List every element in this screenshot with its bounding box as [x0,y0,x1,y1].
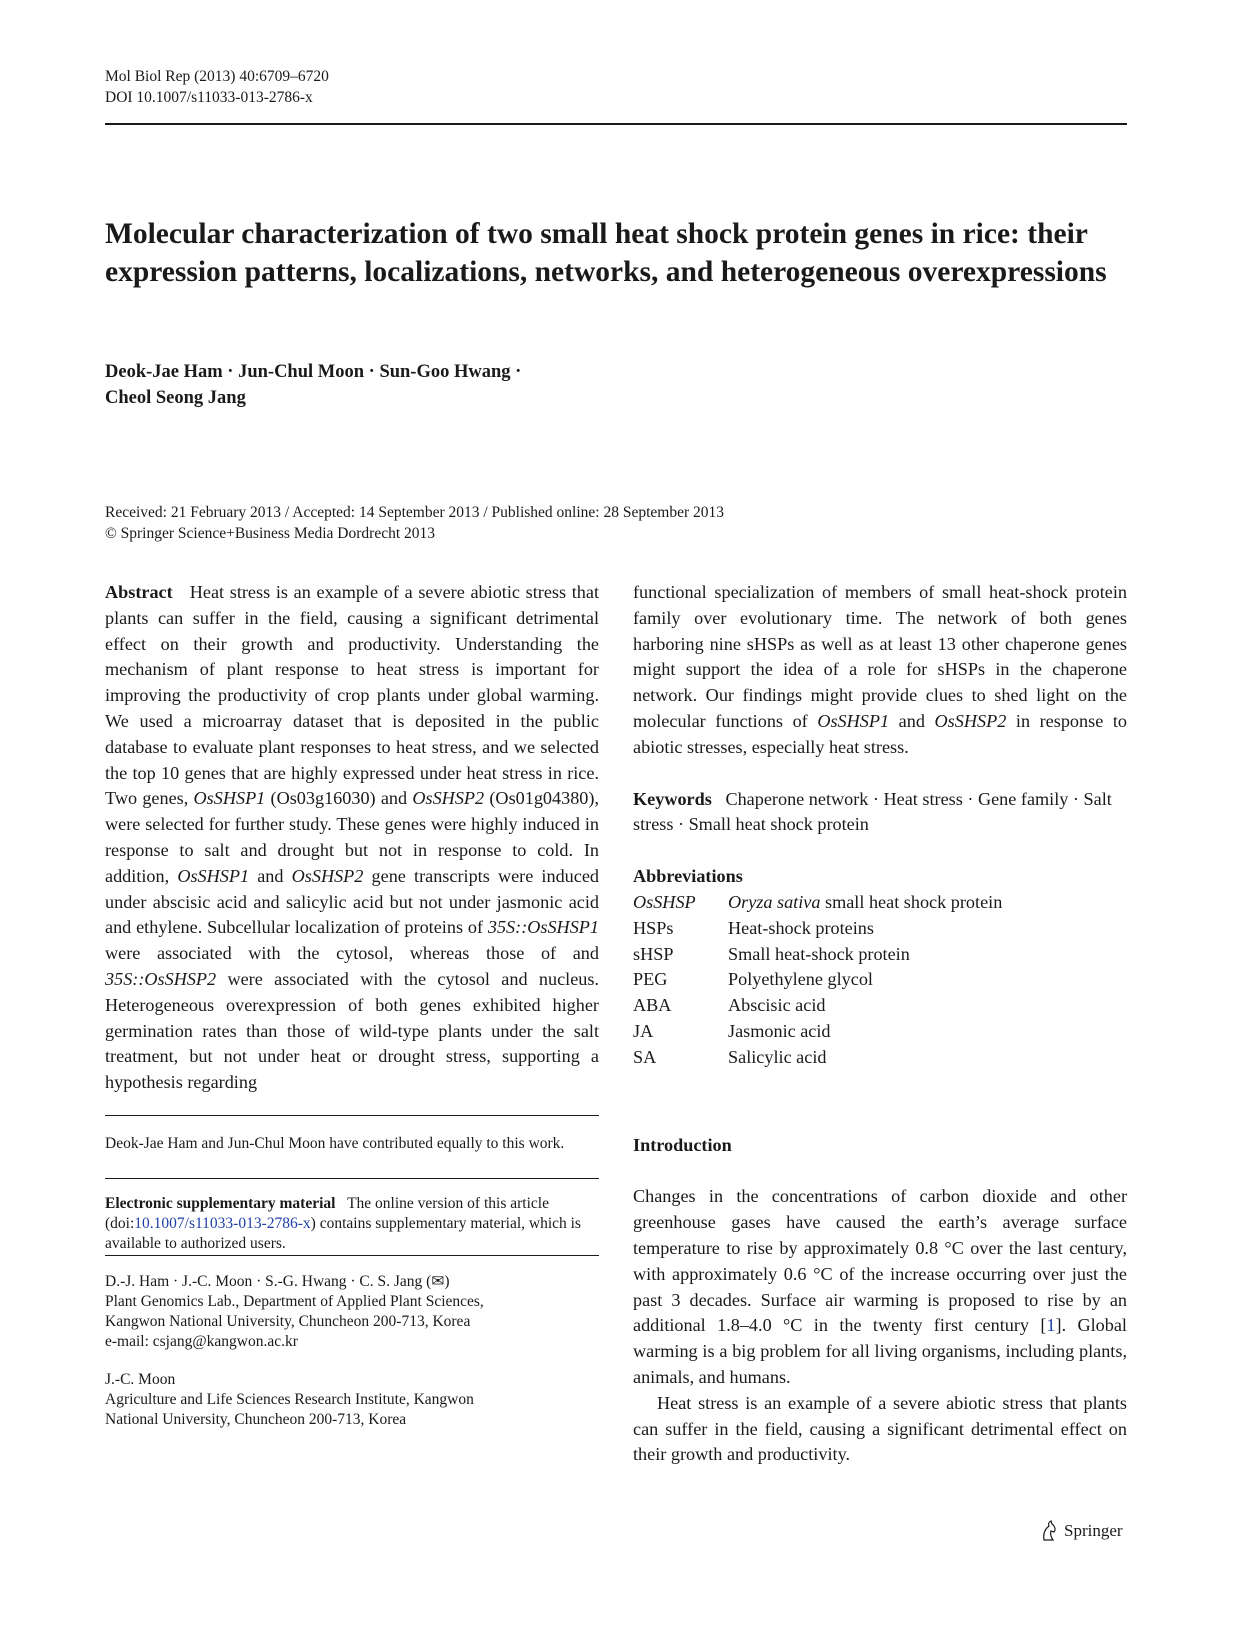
abbreviation-key: ABA [633,995,672,1016]
abbreviations-list [633,890,1127,1071]
abbreviations-heading: Abbreviations [633,866,743,887]
affiliation-1 [105,1272,599,1352]
abbreviation-key: SA [633,1046,657,1067]
esm-label: Electronic supplementary material [105,1195,336,1212]
keywords-block [633,787,1127,839]
corresponding-email: e-mail: csjang@kangwon.ac.kr [105,1333,298,1350]
abbreviation-key: HSPs [633,917,674,938]
authors-line-2: Cheol Seong Jang [105,388,246,408]
intro-text: ]. Global warming is a big problem for all living organisms, including plants, animals, and humans. [633,1315,1127,1387]
abbreviation-row [633,1019,1127,1045]
article-history [105,502,724,544]
abstract-text: and [889,710,935,731]
esm-text: The online version of this article (doi: [105,1195,549,1232]
esm-note [105,1194,599,1254]
abbreviation-text: Polyethylene glycol [728,969,873,990]
footnote-rule [105,1255,599,1256]
abbreviation-text: Jasmonic acid [728,1020,831,1041]
abstract-text: in response to abiotic stresses, especially heat stress. [633,710,1128,757]
abbreviation-row [633,942,1127,968]
keywords-label: Keywords [633,788,712,809]
dates-line: Received: 21 February 2013 / Accepted: 14 September 2013 / Published online: 28 September 2013 [105,504,725,521]
abbreviation-key: OsSHSP [633,891,696,912]
abstract-text: (Os03g16030) and [265,788,413,809]
esm-doi-link[interactable]: 10.1007/s11033-013-2786-x [134,1215,311,1232]
abbreviation-key: sHSP [633,943,674,964]
article-doi: DOI 10.1007/s11033-013-2786-x [105,89,313,106]
copyright-line: © Springer Science+Business Media Dordrecht 2013 [105,525,436,542]
abbreviation-key: PEG [633,969,668,990]
publisher-name: Springer [1064,1521,1123,1540]
citation-link[interactable]: 1 [1046,1315,1056,1336]
abbreviation-row [633,993,1127,1019]
affiliation-2 [105,1370,599,1430]
introduction-paragraph-2: Heat stress is an example of a severe abiotic stress that plants can suffer in the field, causing a significant detrimental effect on their growth and productivity. [633,1392,1127,1465]
keywords-text: Chaperone network · Heat stress · Gene family · Salt stress · Small heat shock protein [633,788,1112,835]
journal-citation: Mol Biol Rep (2013) 40:6709–6720 [105,68,329,85]
right-column [633,580,1127,1468]
abbreviation-value [728,1045,826,1071]
affiliation-line: Plant Genomics Lab., Department of Applied Plant Sciences, [105,1293,484,1310]
abbreviation-value [728,967,873,993]
publisher-footer [1040,1520,1123,1542]
abbreviation-key: JA [633,1020,654,1041]
footnote-rule [105,1115,599,1116]
author-list [105,359,1005,411]
header-rule [105,123,1127,125]
springer-horse-icon [1040,1520,1058,1542]
gene-name: OsSHSP1 [193,788,266,809]
abstract-continuation [633,580,1127,761]
gene-name: OsSHSP1 [177,865,250,886]
abstract-text: functional specialization of members of small heat-shock protein family over evolutionary time. The network of both genes harboring nine sHSPs as well as at least 13 other chaperone genes might support the idea of a role for sHSPs in the chaperone network. Our findings might provide clues to shed light on the molecular functions of [633,582,1127,731]
abstract-block [105,580,599,1096]
affiliation-line: National University, Chuncheon 200-713, Korea [105,1411,407,1428]
abbreviation-text: Abscisic acid [728,995,826,1016]
abstract-text: and [249,865,292,886]
abbreviation-row [633,1045,1127,1071]
abstract-label: Abstract [105,582,173,602]
abbreviation-row [633,890,1127,916]
abbreviation-row [633,967,1127,993]
esm-text: ) contains supplementary material, which is available to authorized users. [105,1215,581,1252]
abstract-text: (Os01g04380), were selected for further study. These genes were highly induced in response to salt and drought but not in response to cold. In addition, [105,788,599,886]
introduction-paragraph-1 [633,1184,1127,1390]
gene-name: 35S::OsSHSP2 [105,968,217,989]
introduction-heading: Introduction [633,1134,732,1155]
gene-name: OsSHSP2 [412,788,485,809]
affiliation-authors: D.-J. Ham · J.-C. Moon · S.-G. Hwang · C. S. Jang (✉) [105,1273,450,1290]
abbreviation-value [728,942,910,968]
equal-contribution-note: Deok-Jae Ham and Jun-Chul Moon have contributed equally to this work. [105,1135,565,1152]
gene-name: OsSHSP2 [291,865,364,886]
journal-header [105,66,329,108]
abstract-text: Heat stress is an example of a severe abiotic stress that plants can suffer in the field, causing a significant detrimental effect on their growth and productivity. Understanding the mechanism of plant response to heat stress is important for improving the productivity of crop plants under global warming. We used a microarray dataset that is deposited in the public database to evaluate plant responses to heat stress, and we selected the top 10 genes that are highly expressed under heat stress in rice. Two genes, [105,582,600,809]
abbreviation-text: Salicylic acid [728,1046,827,1067]
abbreviation-text: Small heat-shock protein [728,943,910,964]
authors-line-1: Deok-Jae Ham · Jun-Chul Moon · Sun-Goo Hwang · [105,362,522,382]
gene-name: 35S::OsSHSP1 [487,917,599,938]
abbreviation-text: small heat shock protein [820,891,1003,912]
affiliation-line: Kangwon National University, Chuncheon 200-713, Korea [105,1313,471,1330]
abstract-text: were associated with the cytosol, whereas those of and [105,943,599,964]
abstract-text: gene transcripts were induced under abscisic acid and salicylic acid but not under jasmonic acid and ethylene. Subcellular localization of proteins of [105,865,599,938]
abstract-text: were associated with the cytosol and nucleus. Heterogeneous overexpression of both genes exhibited higher germination rates than those of wild-type plants under the salt treatment, but not under heat or drought stress, supporting a hypothesis regarding [105,968,599,1093]
abbreviation-value [728,916,874,942]
abbreviation-row [633,916,1127,942]
gene-name: OsSHSP1 [817,710,890,731]
intro-text: Changes in the concentrations of carbon dioxide and other greenhouse gases have caused the earth’s average surface temperature to rise by approximately 0.8 °C over the last century, with approximately 0.6 °C of the increase occurring over just the past 3 decades. Surface air warming is proposed to rise by an additional 1.8–4.0 °C in the twenty first century [ [633,1186,1127,1336]
abstract-paragraph [105,580,599,1096]
abbreviation-text: Heat-shock proteins [728,917,874,938]
species-name: Oryza sativa [728,891,821,912]
abbreviation-value [728,890,1002,916]
abbreviation-value [728,993,825,1019]
affiliation-authors: J.-C. Moon [105,1371,176,1388]
gene-name: OsSHSP2 [934,710,1007,731]
footnote-rule [105,1178,599,1179]
abbreviation-value [728,1019,831,1045]
affiliation-line: Agriculture and Life Sciences Research Institute, Kangwon [105,1391,474,1408]
article-title: Molecular characterization of two small heat shock protein genes in rice: their expression patterns, localizations, networks, and heterogeneous overexpressions [105,218,1107,288]
